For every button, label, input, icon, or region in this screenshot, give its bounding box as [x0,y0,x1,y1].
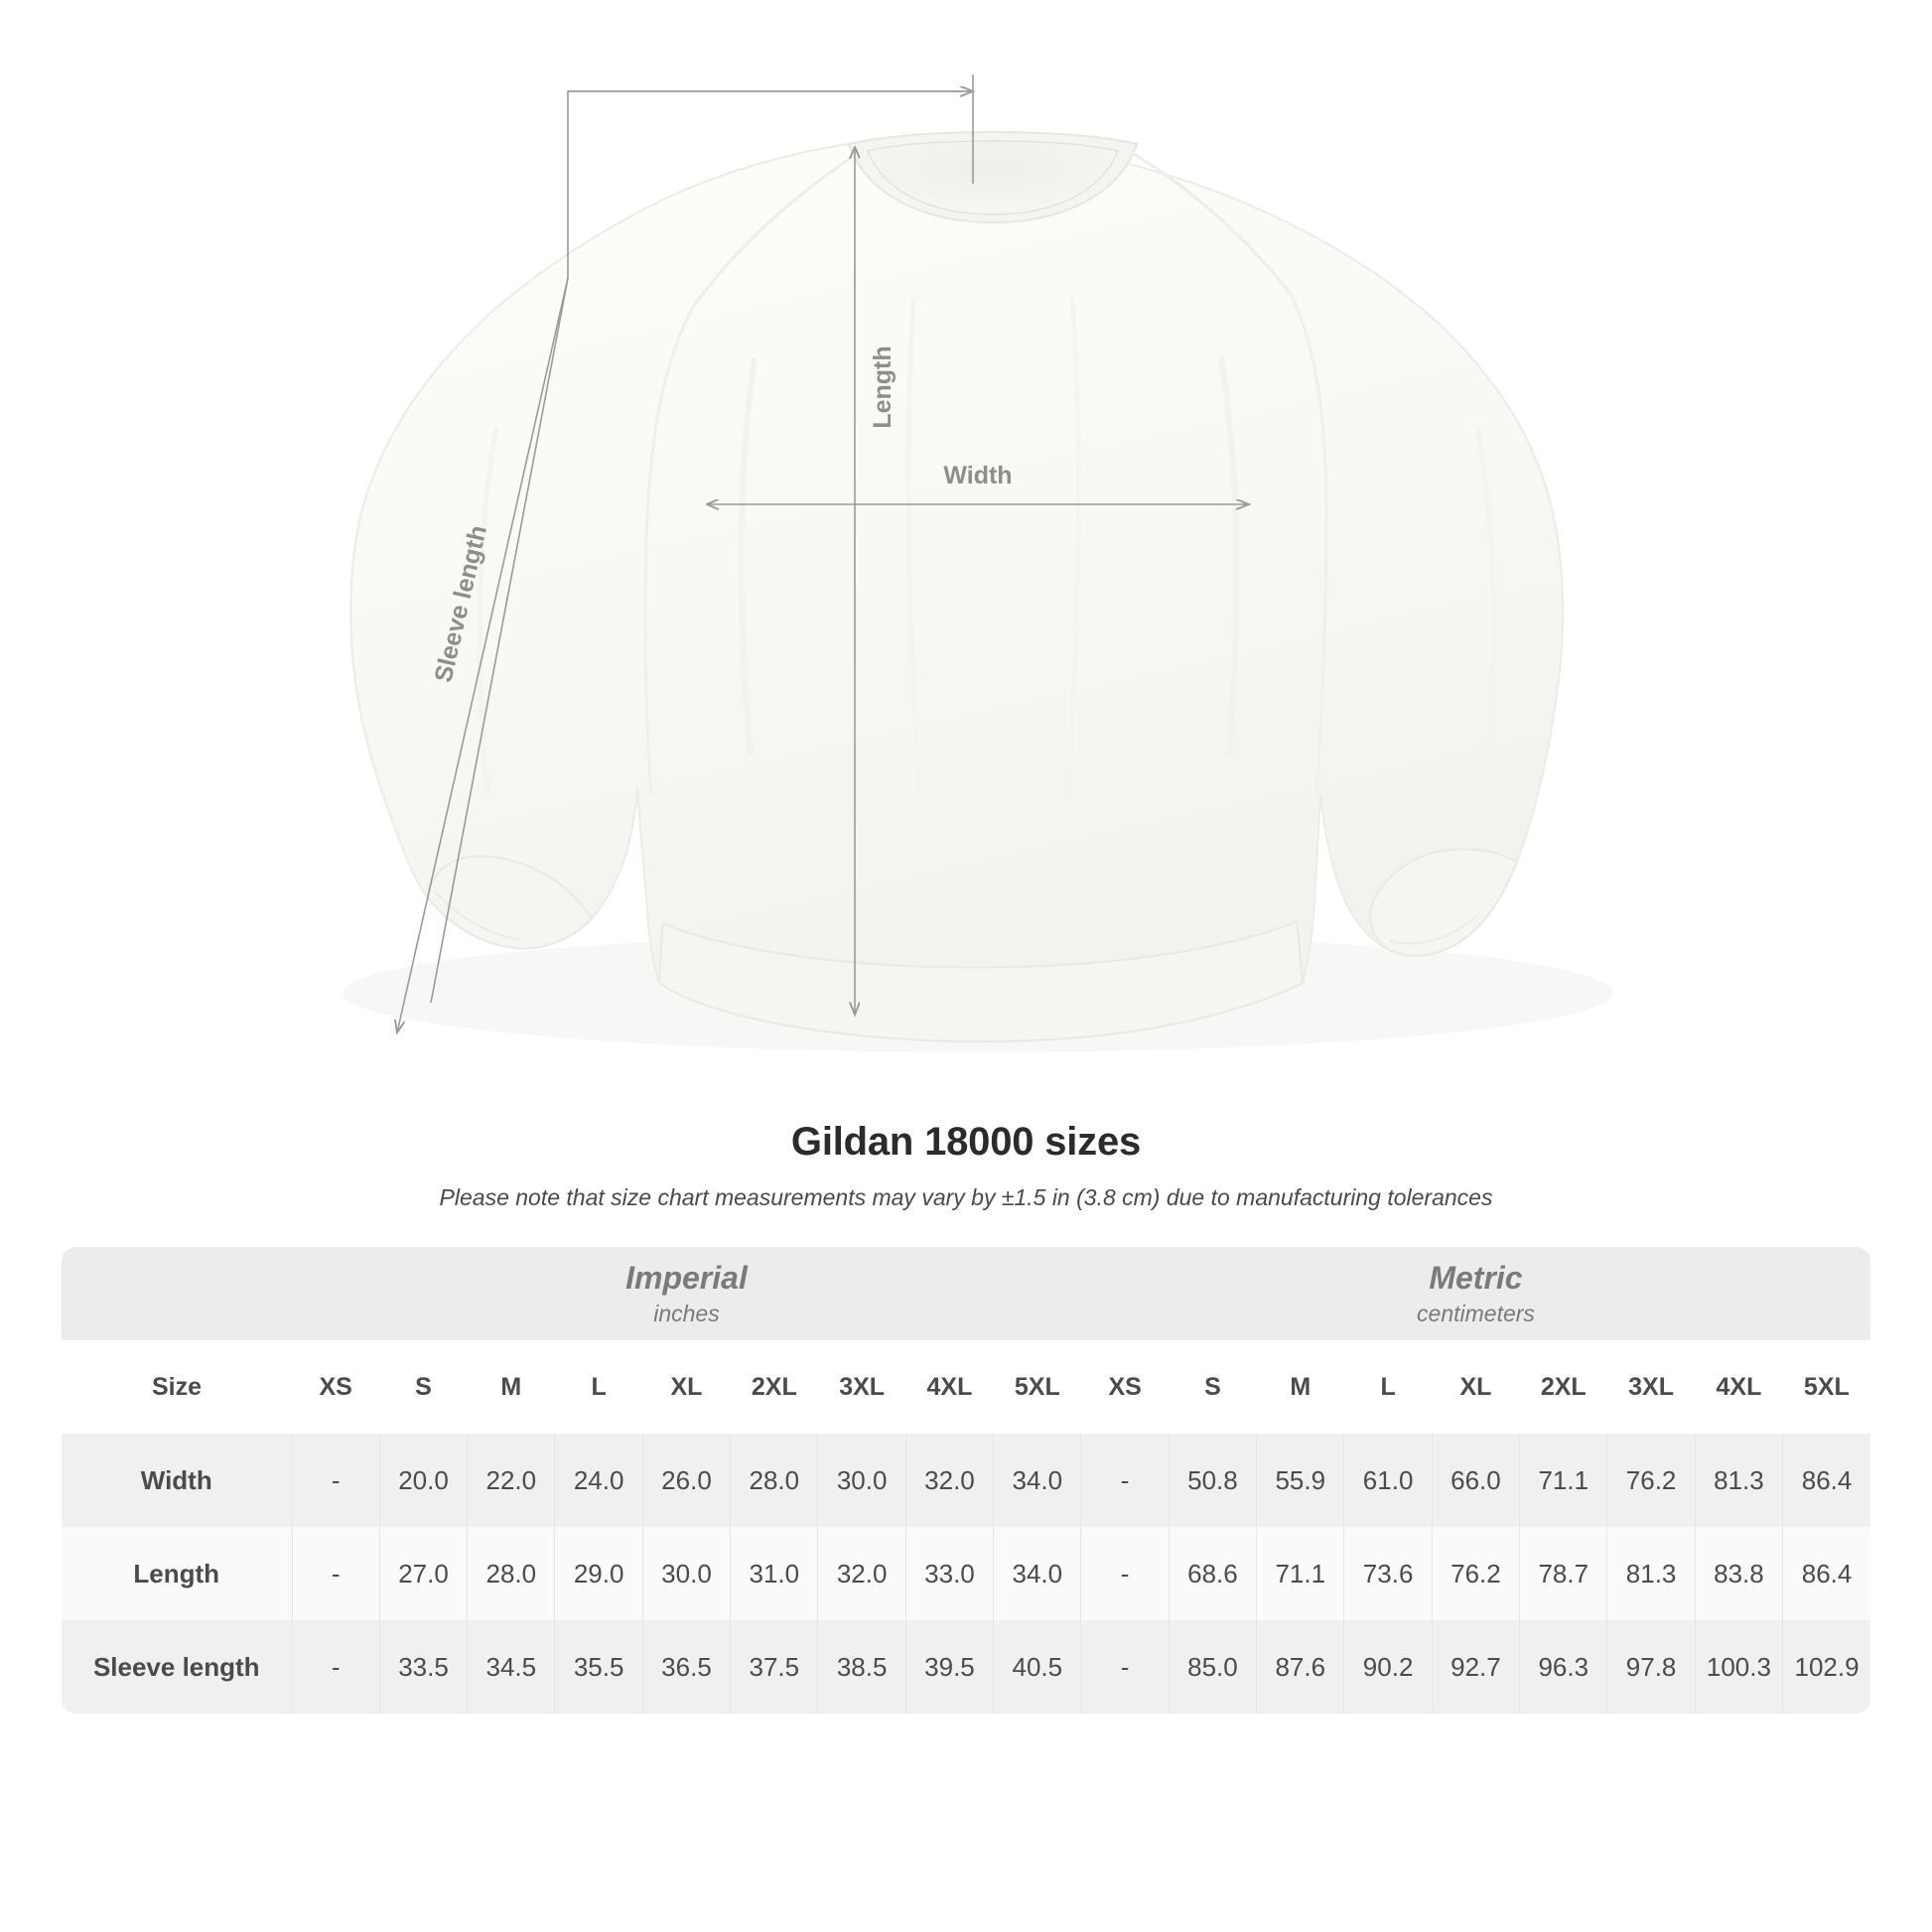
header-imperial-4xl: 4XL [905,1340,993,1434]
cell-sleeve-metric-5xl: 102.9 [1783,1620,1870,1714]
cell-sleeve-metric-xs: - [1081,1620,1169,1714]
cell-width-imperial-s: 20.0 [379,1434,467,1527]
row-label-width: Width [62,1434,292,1527]
cell-width-metric-s: 50.8 [1169,1434,1256,1527]
cell-sleeve-metric-3xl: 97.8 [1607,1620,1695,1714]
sweatshirt-shape [350,132,1563,1041]
cell-sleeve-imperial-xl: 36.5 [642,1620,730,1714]
cell-width-imperial-xl: 26.0 [642,1434,730,1527]
cell-width-metric-4xl: 81.3 [1695,1434,1782,1527]
cell-length-metric-xs: - [1081,1527,1169,1620]
unit-spacer [62,1247,292,1340]
label-sleeve-length: Sleeve length [429,522,492,685]
header-size-label: Size [62,1340,292,1434]
row-label-sleeve-length: Sleeve length [62,1620,292,1714]
cell-sleeve-imperial-3xl: 38.5 [818,1620,905,1714]
cell-sleeve-imperial-5xl: 40.5 [994,1620,1081,1714]
cell-width-metric-l: 61.0 [1344,1434,1432,1527]
header-imperial-s: S [379,1340,467,1434]
cell-length-metric-l: 73.6 [1344,1527,1432,1620]
unit-metric [1081,1247,1870,1340]
cell-length-imperial-4xl: 33.0 [905,1527,993,1620]
header-imperial-m: M [468,1340,555,1434]
cell-sleeve-imperial-4xl: 39.5 [905,1620,993,1714]
cell-sleeve-metric-2xl: 96.3 [1520,1620,1607,1714]
header-imperial-5xl: 5XL [994,1340,1081,1434]
table-row [62,1620,1870,1714]
cell-width-metric-3xl: 76.2 [1607,1434,1695,1527]
cell-length-metric-xl: 76.2 [1432,1527,1519,1620]
header-metric-4xl: 4XL [1695,1340,1782,1434]
cell-sleeve-imperial-l: 35.5 [555,1620,642,1714]
label-length: Length [869,345,897,429]
cell-width-imperial-xs: - [292,1434,379,1527]
cell-width-imperial-3xl: 30.0 [818,1434,905,1527]
header-metric-3xl: 3XL [1607,1340,1695,1434]
header-metric-m: M [1257,1340,1344,1434]
cell-length-imperial-m: 28.0 [468,1527,555,1620]
tolerance-note: Please note that size chart measurements may vary by ±1.5 in (3.8 cm) due to manufacturing tolerances [439,1184,1493,1210]
cell-width-imperial-2xl: 28.0 [731,1434,818,1527]
cell-width-metric-2xl: 71.1 [1520,1434,1607,1527]
header-imperial-2xl: 2XL [731,1340,818,1434]
cell-sleeve-metric-s: 85.0 [1169,1620,1256,1714]
cell-length-metric-m: 71.1 [1257,1527,1344,1620]
table-row [62,1527,1870,1620]
header-imperial-xs: XS [292,1340,379,1434]
size-table [62,1247,1870,1714]
cell-sleeve-imperial-m: 34.5 [468,1620,555,1714]
cell-sleeve-imperial-xs: - [292,1620,379,1714]
cell-sleeve-imperial-s: 33.5 [379,1620,467,1714]
cell-length-imperial-3xl: 32.0 [818,1527,905,1620]
unit-imperial-name: Imperial [625,1259,748,1296]
cell-sleeve-metric-m: 87.6 [1257,1620,1344,1714]
size-header-row [62,1340,1870,1434]
page-title: Gildan 18000 sizes [790,1120,1142,1164]
cell-length-imperial-xs: - [292,1527,379,1620]
unit-imperial-sub: inches [653,1300,720,1326]
size-table-wrapper [62,1247,1870,1714]
cell-length-metric-2xl: 78.7 [1520,1527,1607,1620]
header-imperial-3xl: 3XL [818,1340,905,1434]
title-block [0,1120,1932,1211]
cell-width-metric-m: 55.9 [1257,1434,1344,1527]
header-metric-2xl: 2XL [1520,1340,1607,1434]
cell-width-imperial-m: 22.0 [468,1434,555,1527]
cell-length-imperial-5xl: 34.0 [994,1527,1081,1620]
cell-width-imperial-4xl: 32.0 [905,1434,993,1527]
cell-length-imperial-2xl: 31.0 [731,1527,818,1620]
header-imperial-xl: XL [642,1340,730,1434]
cell-sleeve-imperial-2xl: 37.5 [731,1620,818,1714]
cell-width-metric-xs: - [1081,1434,1169,1527]
row-label-length: Length [62,1527,292,1620]
header-metric-xl: XL [1432,1340,1519,1434]
unit-imperial [292,1247,1081,1340]
cell-length-imperial-l: 29.0 [555,1527,642,1620]
header-metric-s: S [1169,1340,1256,1434]
cell-length-imperial-xl: 30.0 [642,1527,730,1620]
unit-metric-sub: centimeters [1417,1300,1535,1326]
header-imperial-l: L [555,1340,642,1434]
cell-sleeve-metric-4xl: 100.3 [1695,1620,1782,1714]
cell-length-metric-4xl: 83.8 [1695,1527,1782,1620]
label-width: Width [943,462,1013,489]
table-row [62,1434,1870,1527]
cell-sleeve-metric-l: 90.2 [1344,1620,1432,1714]
cell-length-imperial-s: 27.0 [379,1527,467,1620]
header-metric-5xl: 5XL [1783,1340,1870,1434]
cell-length-metric-5xl: 86.4 [1783,1527,1870,1620]
cell-width-metric-5xl: 86.4 [1783,1434,1870,1527]
cell-width-metric-xl: 66.0 [1432,1434,1519,1527]
header-metric-xs: XS [1081,1340,1169,1434]
cell-length-metric-s: 68.6 [1169,1527,1256,1620]
unit-header-row [62,1247,1870,1340]
cell-sleeve-metric-xl: 92.7 [1432,1620,1519,1714]
unit-metric-name: Metric [1429,1259,1523,1296]
cell-width-imperial-5xl: 34.0 [994,1434,1081,1527]
cell-width-imperial-l: 24.0 [555,1434,642,1527]
header-metric-l: L [1344,1340,1432,1434]
cell-length-metric-3xl: 81.3 [1607,1527,1695,1620]
